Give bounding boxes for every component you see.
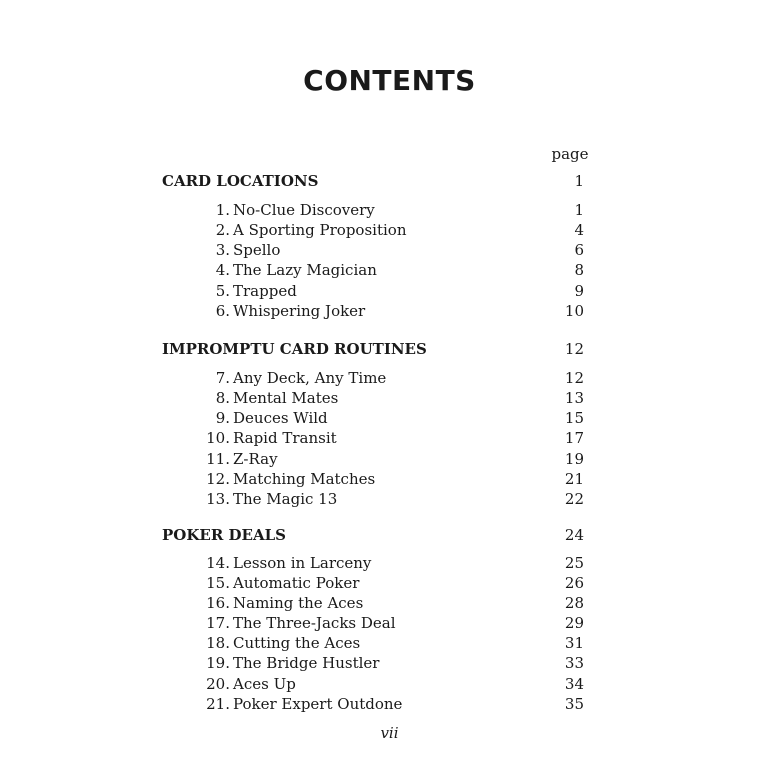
entry-page: 10 bbox=[564, 302, 584, 320]
page-column-header: page bbox=[551, 145, 589, 163]
entry-title: Z-Ray bbox=[233, 450, 278, 468]
entry-page: 34 bbox=[564, 675, 584, 693]
entry-number: 4. bbox=[215, 261, 230, 279]
entry-number: 15. bbox=[206, 574, 230, 592]
toc-entry bbox=[162, 694, 592, 714]
entry-title: Trapped bbox=[233, 282, 297, 300]
toc-entry bbox=[162, 674, 592, 694]
section-page: 12 bbox=[564, 340, 584, 358]
entry-title: Naming the Aces bbox=[233, 594, 364, 612]
entry-page: 26 bbox=[564, 574, 584, 592]
entry-page: 1 bbox=[574, 201, 584, 219]
toc-entry bbox=[162, 469, 592, 489]
toc-entry bbox=[162, 408, 592, 428]
toc-entry bbox=[162, 368, 592, 388]
entry-page: 29 bbox=[564, 614, 584, 632]
toc-entry bbox=[162, 260, 592, 280]
entry-page: 4 bbox=[574, 221, 584, 239]
entry-number: 9. bbox=[215, 409, 230, 427]
toc-entry bbox=[162, 449, 592, 469]
entry-number: 13. bbox=[206, 490, 230, 508]
entry-title: No-Clue Discovery bbox=[233, 201, 375, 219]
section-title: CARD LOCATIONS bbox=[162, 172, 319, 190]
toc-entry bbox=[162, 613, 592, 633]
entry-title: Matching Matches bbox=[233, 470, 376, 488]
entry-title: Whispering Joker bbox=[233, 302, 366, 320]
entry-title: The Lazy Magician bbox=[233, 261, 377, 279]
entry-number: 14. bbox=[206, 554, 230, 572]
toc-entry bbox=[162, 240, 592, 260]
entry-page: 21 bbox=[564, 470, 584, 488]
entry-title: Lesson in Larceny bbox=[233, 554, 372, 572]
entry-number: 5. bbox=[215, 282, 230, 300]
entry-number: 20. bbox=[206, 675, 230, 693]
entry-number: 1. bbox=[215, 201, 230, 219]
section-page: 24 bbox=[564, 526, 584, 544]
entry-title: A Sporting Proposition bbox=[233, 221, 407, 239]
page-title: CONTENTS bbox=[303, 64, 476, 97]
toc-entry bbox=[162, 200, 592, 220]
entry-number: 6. bbox=[215, 302, 230, 320]
entry-number: 18. bbox=[206, 634, 230, 652]
entry-page: 9 bbox=[574, 282, 584, 300]
entry-page: 19 bbox=[564, 450, 584, 468]
entry-page: 13 bbox=[564, 389, 584, 407]
toc-entry bbox=[162, 573, 592, 593]
entry-page: 12 bbox=[564, 369, 584, 387]
section-heading bbox=[162, 525, 592, 545]
entry-page: 35 bbox=[564, 695, 584, 713]
toc-entry bbox=[162, 489, 592, 509]
entry-number: 21. bbox=[206, 695, 230, 713]
entry-page: 22 bbox=[564, 490, 584, 508]
entry-page: 8 bbox=[574, 261, 584, 279]
entry-title: Any Deck, Any Time bbox=[233, 369, 387, 387]
entry-number: 2. bbox=[215, 221, 230, 239]
entry-title: Poker Expert Outdone bbox=[233, 695, 403, 713]
entry-title: The Three-Jacks Deal bbox=[233, 614, 396, 632]
entry-title: Rapid Transit bbox=[233, 429, 337, 447]
toc-entry bbox=[162, 633, 592, 653]
section-heading bbox=[162, 339, 592, 359]
entry-title: Mental Mates bbox=[233, 389, 339, 407]
entry-number: 19. bbox=[206, 654, 230, 672]
section-heading bbox=[162, 171, 592, 191]
entry-number: 10. bbox=[206, 429, 230, 447]
toc-entry bbox=[162, 281, 592, 301]
toc-entry bbox=[162, 593, 592, 613]
section-title: POKER DEALS bbox=[162, 526, 286, 544]
entry-number: 17. bbox=[206, 614, 230, 632]
entry-number: 11. bbox=[206, 450, 230, 468]
entry-number: 16. bbox=[206, 594, 230, 612]
toc-entry bbox=[162, 653, 592, 673]
toc-entry bbox=[162, 301, 592, 321]
entry-number: 12. bbox=[206, 470, 230, 488]
entry-title: Spello bbox=[233, 241, 281, 259]
entry-number: 8. bbox=[215, 389, 230, 407]
entry-page: 17 bbox=[564, 429, 584, 447]
entry-page: 28 bbox=[564, 594, 584, 612]
entry-title: Automatic Poker bbox=[233, 574, 360, 592]
toc-entry bbox=[162, 553, 592, 573]
toc-entry bbox=[162, 428, 592, 448]
section-title: IMPROMPTU CARD ROUTINES bbox=[162, 340, 427, 358]
entry-number: 7. bbox=[215, 369, 230, 387]
entry-page: 33 bbox=[564, 654, 584, 672]
entry-page: 15 bbox=[564, 409, 584, 427]
entry-title: The Magic 13 bbox=[233, 490, 338, 508]
section-page: 1 bbox=[574, 172, 584, 190]
entry-page: 6 bbox=[574, 241, 584, 259]
entry-title: Cutting the Aces bbox=[233, 634, 361, 652]
entry-title: Aces Up bbox=[233, 675, 296, 693]
entry-page: 31 bbox=[564, 634, 584, 652]
page-number: vii bbox=[380, 724, 399, 742]
entry-title: The Bridge Hustler bbox=[233, 654, 380, 672]
toc-entry bbox=[162, 220, 592, 240]
toc-entry bbox=[162, 388, 592, 408]
entry-number: 3. bbox=[215, 241, 230, 259]
entry-title: Deuces Wild bbox=[233, 409, 328, 427]
entry-page: 25 bbox=[564, 554, 584, 572]
